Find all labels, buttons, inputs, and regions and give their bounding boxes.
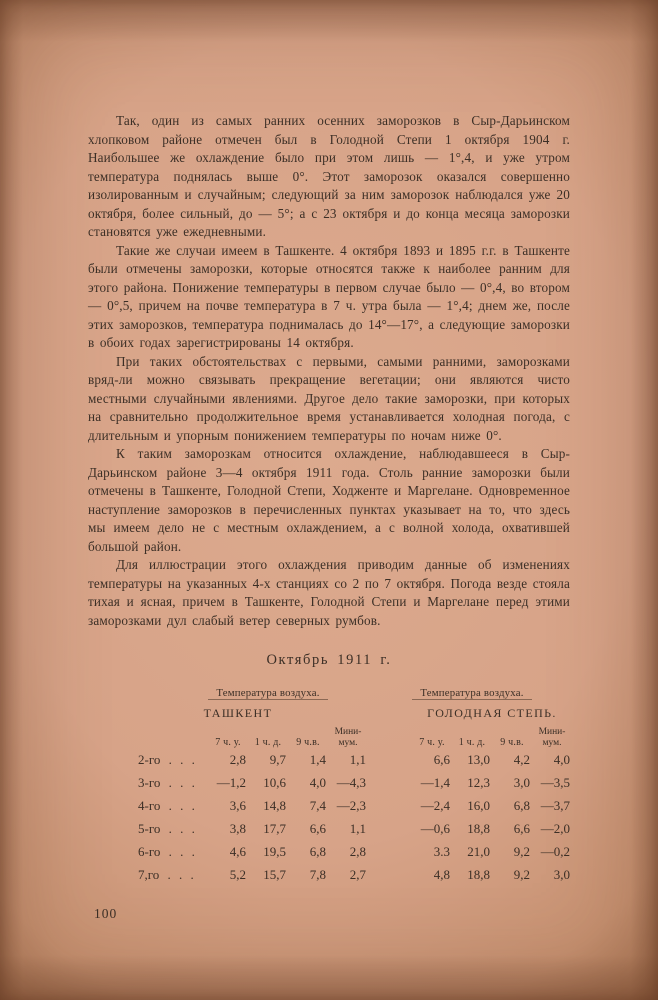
table-cell: 6,6: [513, 821, 530, 836]
table-cell: —2,4: [420, 798, 450, 813]
table-cell: 9,2: [513, 844, 530, 859]
table-cell: 1,1: [349, 752, 366, 767]
paragraph: Для иллюстрации этого охлаждения приводим данные об изменениях температуры на указанных 4-х станциях со 2 по 7 октября. Погода везде стояла тихая и ясная, причем в Ташкенте, Голодной Степи и Маргелане перед этими заморозками дул слабый ветер северных румбов.: [88, 557, 570, 628]
table-cell: 2,7: [349, 867, 366, 882]
table-cell: 18,8: [467, 867, 490, 882]
time-column-header: 7 ч. у.: [419, 737, 445, 748]
table-row: [138, 748, 570, 771]
table-cell: —1,2: [216, 775, 246, 790]
row-label: 2-го . . .: [138, 752, 195, 767]
table-cell: —2,0: [540, 821, 570, 836]
table-cell: —2,3: [336, 798, 366, 813]
table-cell: 9,2: [513, 867, 530, 882]
table-cell: 6,8: [513, 798, 530, 813]
table-cell: 19,5: [263, 844, 286, 859]
station-row: [138, 706, 570, 721]
table-cell: 6,6: [433, 752, 450, 767]
table-row: [138, 771, 570, 794]
time-column-header: 7 ч. у.: [215, 737, 241, 748]
table-cell: —4,3: [336, 775, 366, 790]
row-label: 6-го . . .: [138, 844, 195, 859]
table-cell: 4,0: [309, 775, 326, 790]
table-row: [138, 840, 570, 863]
body-text: [88, 112, 570, 630]
table-cell: 7,4: [309, 798, 326, 813]
minimum-header: Мини- мум.: [538, 727, 566, 748]
table-cell: 4,6: [229, 844, 246, 859]
table-cell: 3,0: [513, 775, 530, 790]
table-cell: 18,8: [467, 821, 490, 836]
table-cell: 17,7: [263, 821, 286, 836]
time-column-header: 1 ч. д.: [254, 737, 282, 748]
paragraph: При таких обстоятельствах с первыми, самыми ранними, заморозками вряд-ли можно связывать прекращение вегетации; они являются чисто местными случайными явлениями. Другое дело такие заморозки, при которых на сравнительно продолжительное время устанавливается холодная погода, с длительным и упорным понижением температуры по ночам ниже 0°.: [88, 353, 570, 443]
row-label: 7,го . . .: [138, 867, 194, 882]
time-column-header: 9 ч.в.: [500, 737, 524, 748]
table-cell: —0,2: [540, 844, 570, 859]
table-cell: 4,0: [553, 752, 570, 767]
table-cell: 10,6: [263, 775, 286, 790]
table-cell: 13,0: [467, 752, 490, 767]
table-cell: 7,8: [309, 867, 326, 882]
table-cell: 3.3: [433, 844, 450, 859]
table-cell: 21,0: [467, 844, 490, 859]
table-cell: 16,0: [467, 798, 490, 813]
row-label: 4-го . . .: [138, 798, 195, 813]
table-row: [138, 817, 570, 840]
paragraph: Такие же случаи имеем в Ташкенте. 4 октября 1893 и 1895 г.г. в Ташкенте были отмечены заморозки, которые относятся также к наиболее ранним для этого района. Понижение температуры в первом случае было — 0°,4, во втором — 0°,5, причем на почве температура в 7 ч. утра была — 1°,4; днем же, после этих заморозков, температура поднималась до 14°—17°, а следующие заморозки в обоих годах зарегистрированы 14 октября.: [88, 242, 570, 350]
table-row: [138, 794, 570, 817]
table-cell: —3,7: [540, 798, 570, 813]
column-header-row: [138, 727, 570, 748]
station-name-golodnaya-step: ГОЛОДНАЯ СТЕПЬ.: [427, 706, 557, 720]
page-content: [88, 112, 570, 922]
table-cell: 9,7: [269, 752, 286, 767]
air-temp-header-left: Температура воздуха.: [208, 687, 328, 700]
air-temp-header-right: Температура воздуха.: [412, 687, 532, 700]
table-cell: 2,8: [349, 844, 366, 859]
table-title: Октябрь 1911 г.: [266, 652, 392, 668]
table-cell: 3,6: [229, 798, 246, 813]
minimum-header: Мини- мум.: [334, 727, 362, 748]
table-cell: 6,6: [309, 821, 326, 836]
paragraph: К таким заморозкам относится охлаждение, наблюдавшееся в Сыр-Дарьинском районе 3—4 октября 1911 года. Столь ранние заморозки были отмечены в Ташкенте, Голодной Степи, Ходженте и Маргелане. Одновременное наступление заморозков в перечисленных пунктах указывает на то, что здесь мы имеем дело не с местным охлаждением, а с волной холода, охватившей большой район.: [88, 446, 570, 554]
station-name-tashkent: ТАШКЕНТ: [203, 706, 273, 720]
table-cell: 4,2: [513, 752, 530, 767]
row-label: 3-го . . .: [138, 775, 195, 790]
table-cell: —0,6: [420, 821, 450, 836]
table-cell: 2,8: [229, 752, 246, 767]
table-cell: 12,3: [467, 775, 490, 790]
table-cell: 6,8: [309, 844, 326, 859]
table-cell: 15,7: [263, 867, 286, 882]
row-label: 5-го . . .: [138, 821, 195, 836]
table-cell: —3,5: [540, 775, 570, 790]
table-group-header-row: [138, 687, 570, 700]
table-cell: 14,8: [263, 798, 286, 813]
table-cell: 1,1: [349, 821, 366, 836]
temperature-table: [138, 687, 570, 886]
table-cell: 3,8: [229, 821, 246, 836]
table-row: [138, 863, 570, 886]
paragraph: Так, один из самых ранних осенних заморозков в Сыр-Дарьинском хлопковом районе отмечен был в Голодной Степи 1 октября 1904 г. Наибольшее же охлаждение было при этом лишь — 1°,4, и уже утром температура поднялась выше 0°. Этот заморозок оказался совершенно изолированным и случайным; следующий за ним заморозок наблюдался уже 20 октября, более сильный, до — 5°; а с 23 октября и до конца месяца заморозки становятся уже ежедневными.: [88, 113, 570, 239]
table-cell: 4,8: [433, 867, 450, 882]
table-cell: —1,4: [420, 775, 450, 790]
time-column-header: 9 ч.в.: [296, 737, 320, 748]
table-cell: 3,0: [553, 867, 570, 882]
table-cell: 1,4: [309, 752, 326, 767]
page-number: 100: [94, 906, 118, 921]
table-cell: 5,2: [229, 867, 246, 882]
time-column-header: 1 ч. д.: [458, 737, 486, 748]
